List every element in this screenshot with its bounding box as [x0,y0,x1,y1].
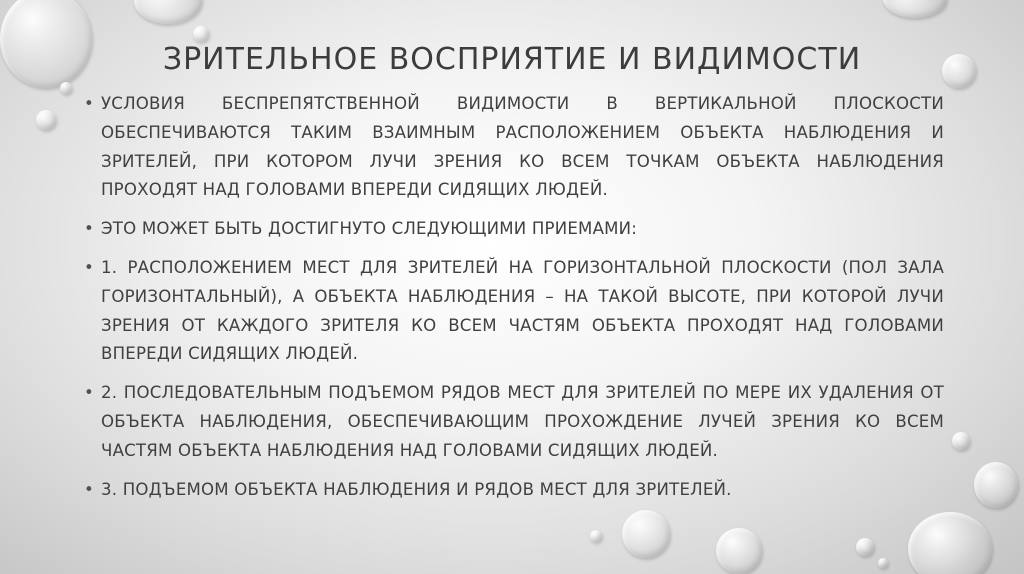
water-drop-decoration [193,26,209,42]
bullet-item: • ЭТО МОЖЕТ БЫТЬ ДОСТИГНУТО СЛЕДУЮЩИМИ ПРИЕМАМИ: [84,215,944,244]
water-drop-decoration [622,510,670,558]
water-drop-decoration [883,0,947,18]
water-drop-decoration [60,82,72,94]
water-drop-decoration [716,528,762,574]
bullet-list [84,90,944,514]
slide-title: ЗРИТЕЛЬНОЕ ВОСПРИЯТИЕ И ВИДИМОСТИ [162,42,862,78]
bullet-item: • 2. ПОСЛЕДОВАТЕЛЬНЫМ ПОДЪЕМОМ РЯДОВ МЕСТ ДЛЯ ЗРИТЕЛЕЙ ПО МЕРЕ ИХ УДАЛЕНИЯ ОТ ОБЪЕКТА НАБЛЮДЕНИЯ, ОБЕСПЕЧИВАЮЩИМ ПРОХОЖДЕНИЕ ЛУЧЕЙ ЗРЕНИЯ КО ВСЕМ ЧАСТЯМ ОБЪЕКТА НАБЛЮДЕНИЯ НАД ГОЛОВАМИ СИДЯЩИХ ЛЮДЕЙ. [84,379,944,465]
water-drop-decoration [908,512,992,574]
bullet-item: • 3. ПОДЪЕМОМ ОБЪЕКТА НАБЛЮДЕНИЯ И РЯДОВ МЕСТ ДЛЯ ЗРИТЕЛЕЙ. [84,476,944,505]
water-drop-decoration [856,538,874,556]
water-drop-decoration [134,0,202,24]
bullet-item: • УСЛОВИЯ БЕСПРЕПЯТСТВЕННОЙ ВИДИМОСТИ В ВЕРТИКАЛЬНОЙ ПЛОСКОСТИ ОБЕСПЕЧИВАЮТСЯ ТАКИМ ВЗАИМНЫМ РАСПОЛОЖЕНИЕМ ОБЪЕКТА НАБЛЮДЕНИЯ И ЗРИТЕЛЕЙ, ПРИ КОТОРОМ ЛУЧИ ЗРЕНИЯ КО ВСЕМ ТОЧКАМ ОБЪЕКТА НАБЛЮДЕНИЯ ПРОХОДЯТ НАД ГОЛОВАМИ ВПЕРЕДИ СИДЯЩИХ ЛЮДЕЙ. [84,90,944,205]
water-drop-decoration [974,462,1018,508]
water-drop-decoration [878,558,888,568]
bullet-item: • 1. РАСПОЛОЖЕНИЕМ МЕСТ ДЛЯ ЗРИТЕЛЕЙ НА ГОРИЗОНТАЛЬНОЙ ПЛОСКОСТИ (ПОЛ ЗАЛА ГОРИЗОНТАЛЬНЫЙ), А ОБЪЕКТА НАБЛЮДЕНИЯ – НА ТАКОЙ ВЫСОТЕ, ПРИ КОТОРОЙ ЛУЧИ ЗРЕНИЯ ОТ КАЖДОГО ЗРИТЕЛЯ КО ВСЕМ ЧАСТЯМ ОБЪЕКТА ПРОХОДЯТ НАД ГОЛОВАМИ ВПЕРЕДИ СИДЯЩИХ ЛЮДЕЙ. [84,254,944,369]
water-drop-decoration [952,432,970,450]
water-drop-decoration [36,110,56,130]
water-drop-decoration [590,530,602,542]
